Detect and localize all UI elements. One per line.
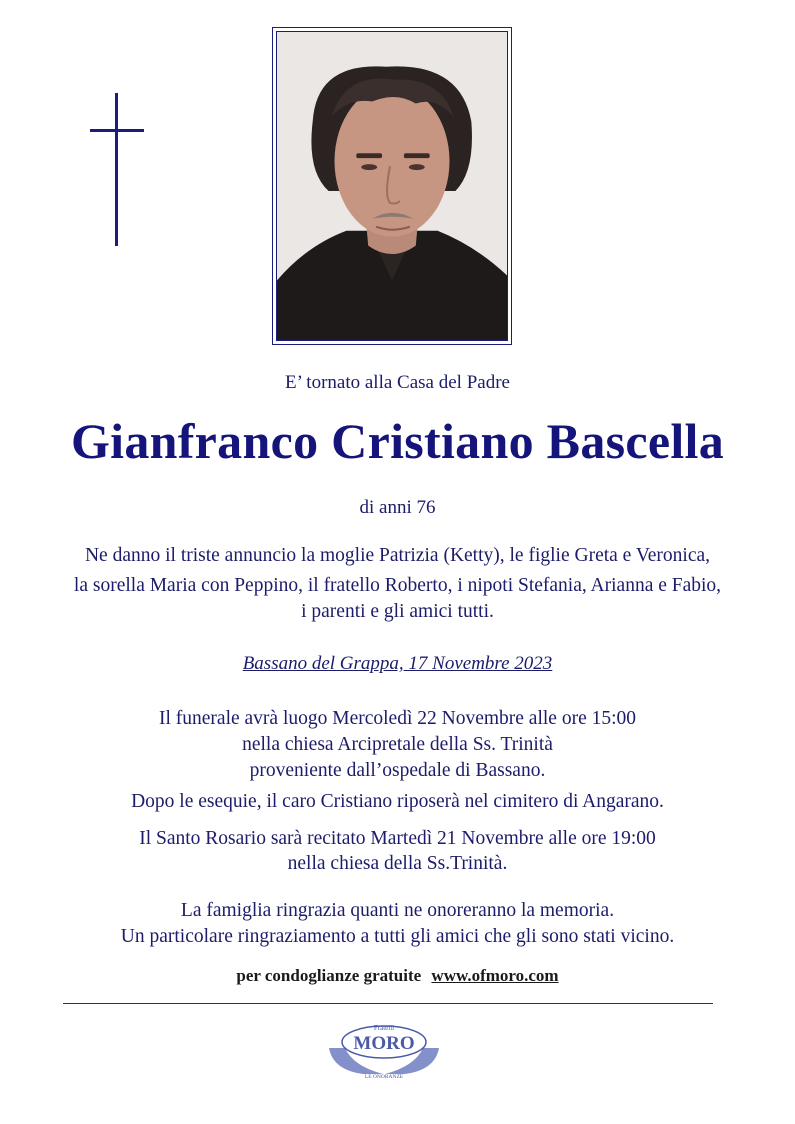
- place-date-text: Bassano del Grappa, 17 Novembre 2023: [242, 653, 553, 674]
- divider: [63, 1003, 713, 1004]
- condolences-link[interactable]: www.ofmoro.com: [431, 966, 559, 985]
- condolences-label: per condoglianze gratuite: [236, 966, 422, 985]
- funeral-line-3: proveniente dall’ospedale di Bassano.: [249, 760, 546, 781]
- rosary-line-2: nella chiesa della Ss.Trinità.: [287, 853, 508, 874]
- portrait-frame: [272, 27, 512, 345]
- place-date: [0, 653, 795, 675]
- age-text: di anni 76: [359, 497, 436, 518]
- condolences: [0, 966, 795, 986]
- portrait-photo: [276, 31, 508, 341]
- burial-text: Dopo le esequie, il caro Cristiano riposerà nel cimitero di Angarano.: [131, 791, 664, 812]
- announcement-line-1: Ne danno il triste annuncio la moglie Patrizia (Ketty), le figlie Greta e Veronica,: [84, 545, 711, 566]
- funeral-line-1: Il funerale avrà luogo Mercoledì 22 Novembre alle ore 15:00: [158, 708, 637, 729]
- logo-bottom-text: LE ONORANZE: [364, 1074, 404, 1080]
- funeral-line-2: nella chiesa Arcipretale della Ss. Trinità: [242, 734, 553, 755]
- logo-top-text: Fratelli: [373, 1024, 395, 1032]
- portrait-image: [277, 32, 507, 340]
- logo-main-text: MORO: [353, 1033, 415, 1054]
- moro-logo: [323, 1018, 445, 1080]
- intro-text: E’ tornato alla Casa del Padre: [285, 372, 510, 393]
- deceased-name: Gianfranco Cristiano Bascella: [70, 413, 725, 469]
- cross-icon: [90, 93, 144, 246]
- thanks-line-1: La famiglia ringrazia quanti ne onoreranno la memoria.: [180, 900, 615, 921]
- announcement-line-2: la sorella Maria con Peppino, il fratello Roberto, i nipoti Stefania, Arianna e Fabio,: [73, 575, 722, 596]
- thanks-line-2: Un particolare ringraziamento a tutti gli amici che gli sono stati vicino.: [120, 926, 675, 947]
- rosary-line-1: Il Santo Rosario sarà recitato Martedì 21 Novembre alle ore 19:00: [139, 828, 656, 849]
- announcement-line-3: i parenti e gli amici tutti.: [301, 601, 494, 622]
